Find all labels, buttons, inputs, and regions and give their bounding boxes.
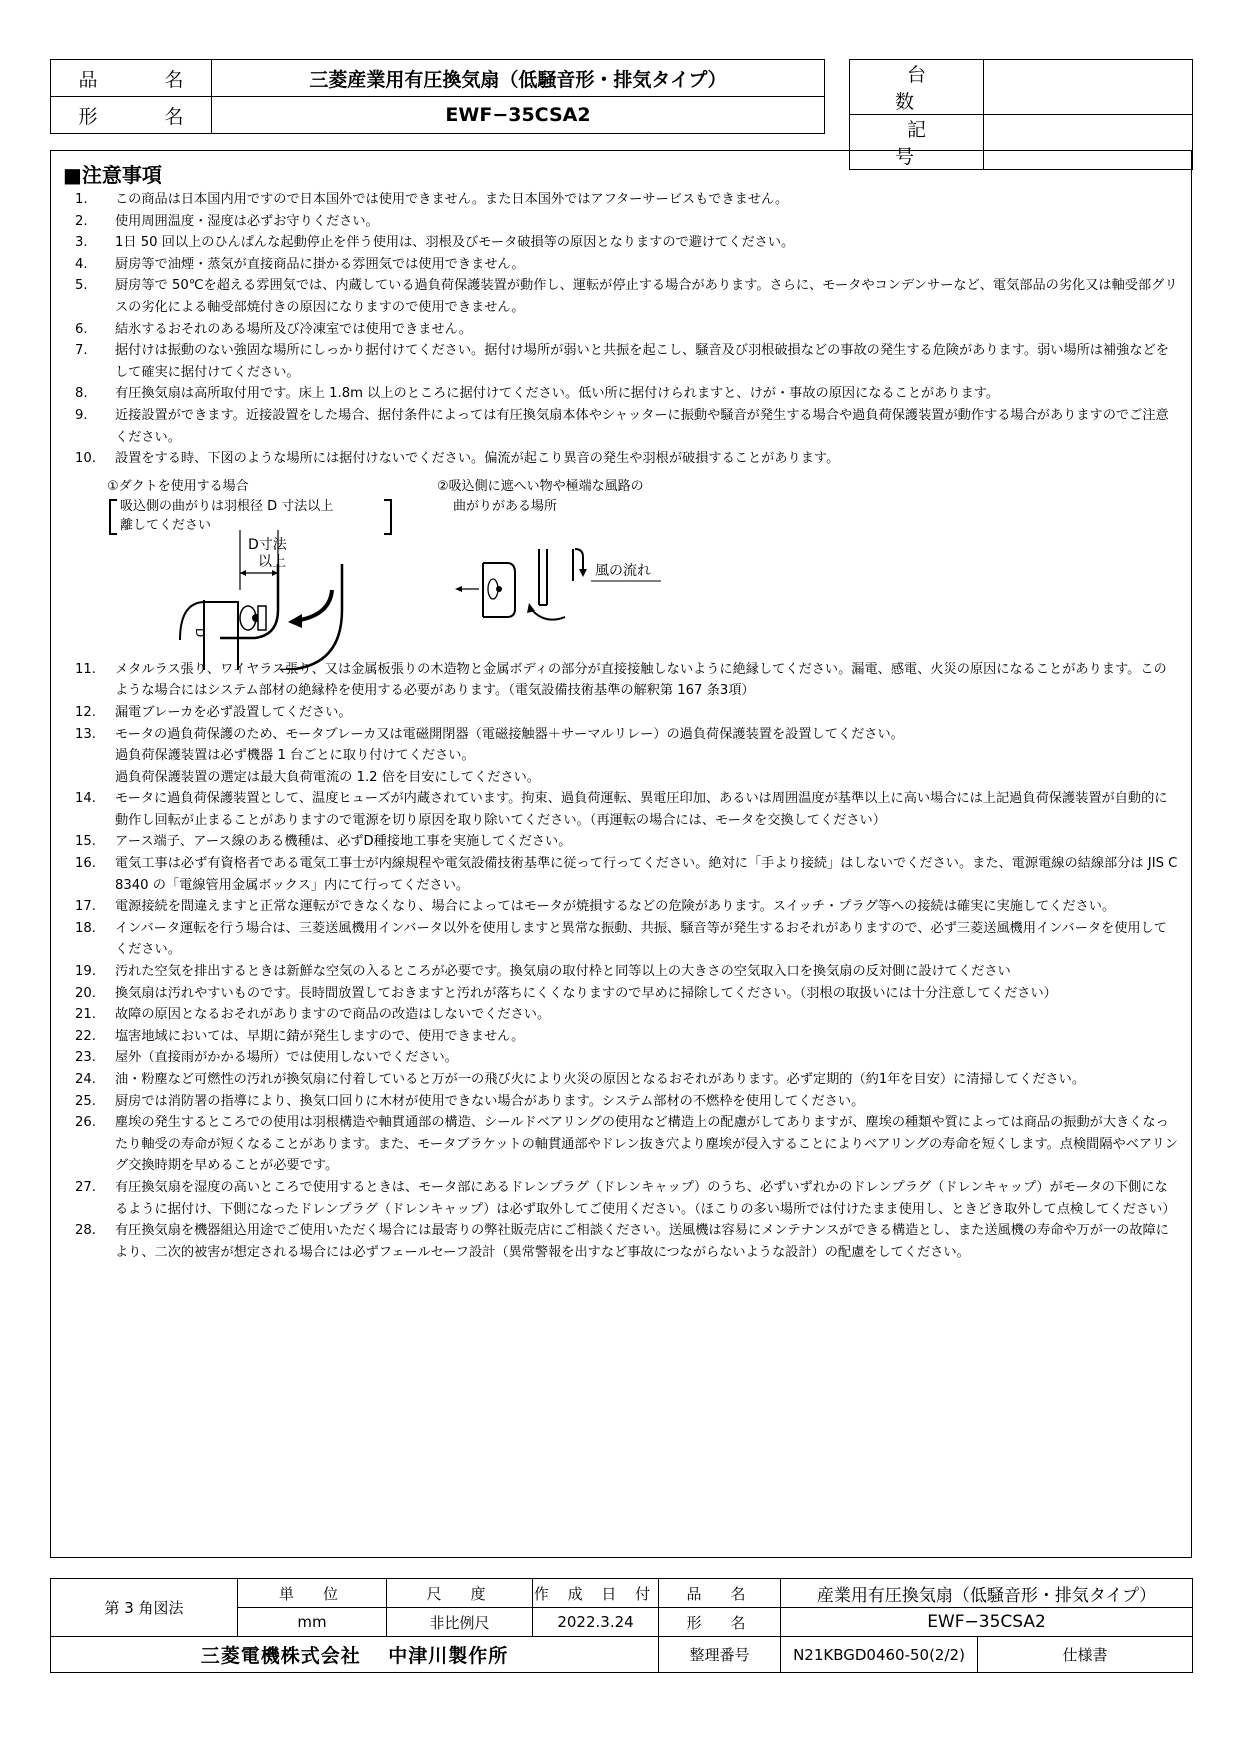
unit-label: 単 位 <box>238 1579 387 1608</box>
note-number: 22. <box>75 1028 96 1044</box>
obstruction-figure <box>455 545 685 635</box>
projection-method: 第 3 角図法 <box>51 1579 238 1637</box>
note-item <box>51 896 1193 918</box>
note-text: 設置をする時、下図のような場所には据付けないでください。偏流が起こり異音の発生や羽根が破損することがあります。 <box>115 451 840 467</box>
note-item <box>51 1177 1193 1220</box>
note-number: 9. <box>75 407 88 423</box>
note-number: 27. <box>75 1179 96 1195</box>
note-item <box>51 1047 1193 1069</box>
note-text: 漏電ブレーカを必ず設置してください。 <box>115 704 352 720</box>
note-number: 3. <box>75 235 88 251</box>
note-text: 塩害地域においては、早期に錆が発生しますので、使用できません。 <box>115 1028 525 1044</box>
note-number: 20. <box>75 985 96 1001</box>
figure-b-caption-2: 曲がりがある場所 <box>453 499 558 514</box>
dim-label-2: 以上 <box>258 554 286 570</box>
note-item <box>51 1091 1193 1113</box>
document-type: 仕様書 <box>978 1637 1193 1673</box>
note-text: モータの過負荷保護のため、モータブレーカ又は電磁開閉器（電磁接触器＋サーマルリレー）の過負荷保護装置を設置してください。 <box>115 726 904 742</box>
product-name-value: 三菱産業用有圧換気扇（低騒音形・排気タイプ） <box>212 60 825 97</box>
note-number: 10. <box>75 451 96 467</box>
wind-flow-label: 風の流れ <box>595 563 651 579</box>
note-text: 結氷するおそれのある場所及び冷凍室では使用できません。 <box>115 321 472 337</box>
note-text: モータに過負荷保護装置として、温度ヒューズが内蔵されています。拘束、過負荷運転、異電圧印加、あるいは周囲温度が基準以上に高い場合には上記過負荷保護装置が自動的に動作し回転が止まることがありますので電源を切り原因を取り除いてください。（再運転の場合には、モータを交換してください） <box>115 791 1168 828</box>
note-number: 26. <box>75 1115 96 1131</box>
note-item <box>51 319 1193 341</box>
note-text: 近接設置ができます。近接設置をした場合、据付条件によっては有圧換気扇本体やシャッターに振動や騒音が発生する場合や過負荷保護装置が動作する場合がありますのでご注意ください。 <box>115 407 1169 445</box>
note-number: 6. <box>75 321 88 337</box>
note-item <box>51 232 1193 254</box>
note-text: 1日 50 回以上のひんぱんな起動停止を伴う使用は、羽根及びモータ破損等の原因となりますので避けてください。 <box>115 235 795 251</box>
note-item <box>51 1220 1193 1263</box>
note-number: 4. <box>75 256 88 272</box>
note-item <box>51 918 1193 961</box>
note-text: 屋外（直接雨がかかる場所）では使用しないでください。 <box>115 1050 458 1066</box>
note-item <box>51 983 1193 1005</box>
footer-model-value: EWF−35CSA2 <box>781 1608 1193 1637</box>
duct-figure <box>160 530 360 670</box>
note-number: 16. <box>75 856 96 872</box>
dim-label-1: D寸法 <box>248 537 287 553</box>
notes-list <box>51 189 1193 1263</box>
note-number: 12. <box>75 704 96 720</box>
scale-value: 非比例尺 <box>387 1608 533 1637</box>
note-item <box>51 702 1193 724</box>
note-item <box>51 853 1193 896</box>
scale-label: 尺 度 <box>387 1579 533 1608</box>
note-text: 有圧換気扇は高所取付用です。床上 1.8m 以上のところに据付けてください。低い所に据付けられますと、けが・事故の原因になることがあります。 <box>115 386 1000 402</box>
note-text: 電源接続を間違えますと正常な運転ができなくなり、場合によってはモータが焼損するなどの危険があります。スイッチ・プラグ等への接続は確実に実施してください。 <box>115 899 1116 915</box>
note-item <box>51 189 1193 211</box>
note-text: 電気工事は必ず有資格者である電気工事士が内線規程や電気設備技術基準に従って行ってください。絶対に「手より接続」はしないでください。また、電源電線の結線部分は JIS C 8340 の「電線管用金属ボックス」内にて行ってください。 <box>115 856 1178 893</box>
note-text: 厨房では消防署の指導により、換気口回りに木材が使用できない場合があります。システム部材の不燃枠を使用してください。 <box>115 1093 865 1109</box>
figure-a-note-line2: 離してください <box>120 518 212 533</box>
note-number: 15. <box>75 834 96 850</box>
note-number: 5. <box>75 278 88 294</box>
title-block <box>50 1578 1193 1673</box>
note-number: 2. <box>75 213 88 229</box>
note-text: インバータ運転を行う場合は、三菱送風機用インバータ以外を使用しますと異常な振動、共振、騒音等が発生するおそれがありますので、必ず三菱送風機用インバータを使用してください。 <box>115 920 1167 958</box>
note-number: 25. <box>75 1093 96 1109</box>
note-item <box>51 211 1193 233</box>
note-text: 汚れた空気を排出するときは新鮮な空気の入るところが必要です。換気扇の取付枠と同等以上の大きさの空気取入口を換気扇の反対側に設けてください <box>115 964 1011 980</box>
note-text: 据付けは振動のない強固な場所にしっかり据付けてください。据付け場所が弱いと共振を起こし、騒音及び羽根破損などの事故の発生する危険があります。弱い場所は補強などをして確実に据付けてください。 <box>115 343 1169 380</box>
note-text: 油・粉塵など可燃性の汚れが換気扇に付着していると万が一の飛び火により火災の原因となるおそれがあります。必ず定期的（約1年を目安）に清掃してください。 <box>115 1072 1086 1087</box>
note-text: 使用周囲温度・湿度は必ずお守りください。 <box>115 213 379 229</box>
ref-number-label: 整理番号 <box>659 1637 781 1673</box>
note-item <box>51 1112 1193 1177</box>
note-number: 17. <box>75 899 96 915</box>
note-number: 8. <box>75 386 88 402</box>
notes-title: ■注意事項 <box>63 163 162 187</box>
note-text: 塵埃の発生するところでの使用は羽根構造や軸貫通部の構造、シールドベアリングの使用など構造上の配慮がしてありますが、塵埃の種類や質によっては商品の振動が大きくなったり軸受の寿命が短くなることがあります。また、モータブラケットの軸貫通部やドレン抜き穴より塵埃が侵入することによりベアリングの寿命を短くします。点検間隔やベアリング交換時期を早めることが必要です。 <box>115 1115 1178 1174</box>
note-text: アース端子、アース線のある機種は、必ずD種接地工事を実施してください。 <box>115 834 572 850</box>
note-item <box>51 448 1193 470</box>
note-text: この商品は日本国内用ですので日本国外では使用できません。また日本国外ではアフターサービスもできません。 <box>115 192 789 207</box>
header-table <box>50 59 825 134</box>
note-item <box>51 405 1193 448</box>
quantity-label: 台 数 <box>850 60 984 115</box>
company-name: 三菱電機株式会社 中津川製作所 <box>51 1637 659 1673</box>
figure-a-note-line1: 吸込側の曲がりは羽根径 D 寸法以上 <box>120 499 334 514</box>
product-name-label: 品 名 <box>51 60 212 97</box>
footer-name-label: 品 名 <box>659 1579 781 1608</box>
model-label: 形 名 <box>51 97 212 134</box>
note-item <box>51 724 1193 789</box>
footer-name-value: 産業用有圧換気扇（低騒音形・排気タイプ） <box>781 1579 1193 1608</box>
note-text: 有圧換気扇を機器組込用途でご使用いただく場合には最寄りの弊社販売店にご相談ください。送風機は容易にメンテナンスができる構造とし、また送風機の寿命や万が一の故障により、二次的被害が想定される場合には必ずフェールセーフ設計（異常警報を出すなど事故につながらないような設計）の配慮をしてください。 <box>115 1223 1169 1260</box>
unit-value: mm <box>238 1608 387 1637</box>
note-item <box>51 383 1193 405</box>
note-text: 過負荷保護装置の選定は最大負荷電流の 1.2 倍を目安にしてください。 <box>115 769 540 785</box>
figure-b-caption-1: ②吸込側に遮へい物や極端な風路の <box>437 479 644 494</box>
note-text: 有圧換気扇を湿度の高いところで使用するときは、モータ部にあるドレンプラグ（ドレンキャップ）のうち、必ずいずれかのドレンプラグ（ドレンキャップ）がモータの下側になるように据付け、下側になったドレンプラグ（ドレンキャップ）は必ず取外してご使用ください。（ほこりの多い場所では付けたまま使用し、ときどき取外して点検してください） <box>115 1179 1176 1217</box>
bracket-left <box>109 499 117 535</box>
d-label: D <box>193 628 207 638</box>
note-text: 過負荷保護装置は必ず機器 1 台ごとに取り付けてください。 <box>115 748 475 764</box>
notes-section <box>50 150 1192 1558</box>
note-item <box>51 831 1193 853</box>
note-item <box>51 1069 1193 1091</box>
bracket-right <box>384 499 392 535</box>
date-label: 作 成 日 付 <box>533 1579 659 1608</box>
note-number: 14. <box>75 791 96 807</box>
note-text: 厨房等で 50℃を超える雰囲気では、内蔵している過負荷保護装置が動作し、運転が停止する場合があります。さらに、モータやコンデンサーなど、電気部品の劣化又は軸受部グリスの劣化による軸受部焼付きの原因になりますので使用できません。 <box>115 278 1178 315</box>
note-number: 19. <box>75 964 96 980</box>
note-item <box>51 340 1193 383</box>
note-number: 24. <box>75 1072 96 1087</box>
figure-a-caption: ①ダクトを使用する場合 <box>107 479 249 494</box>
note-item <box>51 275 1193 318</box>
note-text: 厨房等で油煙・蒸気が直接商品に掛かる雰囲気では使用できません。 <box>115 256 525 272</box>
footer-model-label: 形 名 <box>659 1608 781 1637</box>
note-text: 故障の原因となるおそれがありますので商品の改造はしないでください。 <box>115 1007 551 1023</box>
note-number: 18. <box>75 920 96 936</box>
mark-label: 記 号 <box>850 115 984 170</box>
note-number: 21. <box>75 1007 96 1023</box>
note-number: 11. <box>75 661 96 677</box>
note-item <box>51 254 1193 276</box>
quantity-value <box>984 60 1193 115</box>
date-value: 2022.3.24 <box>533 1608 659 1637</box>
note-number: 13. <box>75 726 96 742</box>
note-item <box>51 1026 1193 1048</box>
ref-number-value: N21KBGD0460-50(2/2) <box>781 1637 978 1673</box>
note-number: 7. <box>75 343 88 359</box>
note-number: 1. <box>75 192 88 207</box>
note-number: 23. <box>75 1050 96 1066</box>
note-item <box>51 1004 1193 1026</box>
note-number: 28. <box>75 1223 96 1239</box>
note-text: 換気扇は汚れやすいものです。長時間放置しておきますと汚れが落ちにくくなりますので早めに掃除してください。（羽根の取扱いには十分注意してください） <box>115 985 1057 1001</box>
model-value: EWF−35CSA2 <box>212 97 825 134</box>
note-item <box>51 961 1193 983</box>
note-text: メタルラス張り、ワイヤラス張り、又は金属板張りの木造物と金属ボディの部分が直接接触しないように絶縁してください。漏電、感電、火災の原因になることがあります。このような場合にはシステム部材の絶縁枠を使用する必要があります。（電気設備技術基準の解釈第 167 条3項） <box>115 661 1167 699</box>
note-item <box>51 788 1193 831</box>
